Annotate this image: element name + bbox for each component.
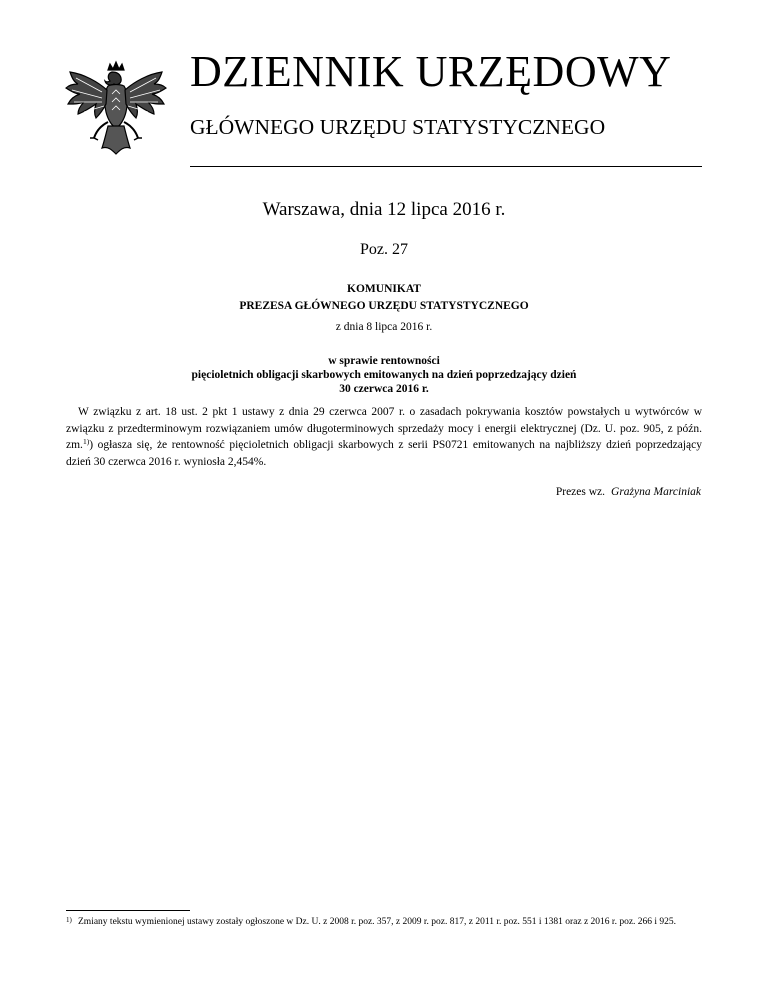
- footnote: [66, 916, 702, 929]
- body-paragraph: [66, 404, 702, 470]
- heading-line-1: KOMUNIKAT: [347, 283, 421, 295]
- issue-dateline: Warszawa, dnia 12 lipca 2016 r.: [262, 199, 506, 220]
- document-subject: [0, 354, 768, 396]
- subject-line-2: pięcioletnich obligacji skarbowych emitowanych na dzień poprzedzający dzień: [191, 369, 577, 381]
- publication-title: DZIENNIK URZĘDOWY: [190, 47, 672, 96]
- document-heading: [0, 281, 768, 315]
- polish-eagle-emblem: [62, 60, 170, 160]
- signatory-name: Grażyna Marciniak: [611, 486, 701, 498]
- masthead-divider: [190, 166, 702, 167]
- subject-line-3: 30 czerwca 2016 r.: [339, 383, 429, 395]
- footnote-mark: 1): [66, 916, 72, 924]
- body-text-part-2: ) ogłasza się, że rentowność pięcioletnich obligacji skarbowych z serii PS0721 emitowanych na najbliższy dzień poprzedzający dzień 30 czerwca 2016 r. wyniosła 2,454%.: [66, 439, 702, 468]
- footnote-divider: [66, 910, 190, 911]
- body-text-part-1: W związku z art. 18 ust. 2 pkt 1 ustawy z dnia 29 czerwca 2007 r. o zasadach pokrywania kosztów powstałych u wytwórców w związku z przedterminowym rozwiązaniem umów długoterminowych sprzedaży mocy i energii elektrycznej (Dz. U. poz. 905, z późn. zm.: [66, 406, 702, 451]
- publication-subtitle: GŁÓWNEGO URZĘDU STATYSTYCZNEGO: [190, 115, 606, 139]
- footnote-text: Zmiany tekstu wymienionej ustawy zostały ogłoszone w Dz. U. z 2008 r. poz. 357, z 2009 r. poz. 817, z 2011 r. poz. 551 i 1381 oraz z 2016 r. poz. 266 i 925.: [78, 917, 677, 927]
- position-number: Poz. 27: [360, 241, 408, 258]
- subject-line-1: w sprawie rentowności: [328, 355, 440, 367]
- issued-date: z dnia 8 lipca 2016 r.: [335, 321, 433, 333]
- heading-line-2: PREZESA GŁÓWNEGO URZĘDU STATYSTYCZNEGO: [239, 300, 529, 312]
- signatory-role: Prezes wz.: [555, 486, 606, 498]
- signature-block: [556, 486, 701, 498]
- footnote-reference: 1): [82, 437, 90, 446]
